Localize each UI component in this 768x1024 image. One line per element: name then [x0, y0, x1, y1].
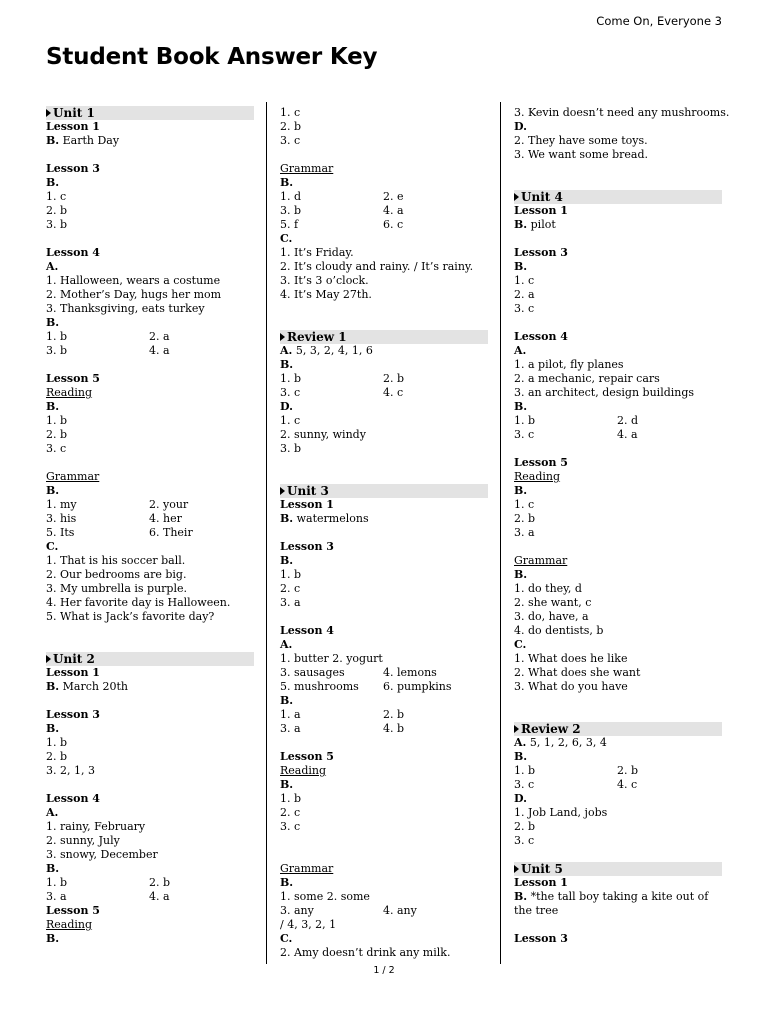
answer-column-2	[280, 106, 488, 960]
answer-line: 1. a pilot, fly planes	[514, 358, 624, 371]
bold-label: B.	[280, 778, 294, 791]
answer-cell: 4. b	[383, 722, 405, 735]
answer-line: 2. b	[280, 120, 302, 133]
bold-label: B.	[46, 484, 60, 497]
answer-line: 2. she want, c	[514, 596, 592, 609]
spacer	[46, 148, 254, 162]
answer-cell: 1. d	[280, 190, 302, 203]
answer-pair-row	[280, 722, 488, 736]
answer-pair-row	[46, 498, 254, 512]
bold-label: C.	[280, 932, 293, 945]
bold-label: B.	[280, 876, 294, 889]
answer-label: A.	[514, 736, 527, 749]
spacer	[280, 148, 488, 162]
answer-line: 2. Mother’s Day, hugs her mom	[46, 288, 222, 301]
answer-pair-row	[280, 680, 488, 694]
answer-cell: 2. b	[149, 876, 171, 889]
labeled-answer-line	[514, 890, 722, 918]
bold-label: B.	[46, 176, 60, 189]
triangle-bullet-icon	[46, 655, 51, 663]
answer-cell: 2. e	[383, 190, 404, 203]
bold-label: B.	[280, 358, 294, 371]
answer-cell: 4. a	[383, 204, 404, 217]
bold-label: B.	[46, 722, 60, 735]
answer-cell: 1. a	[280, 708, 301, 721]
spacer	[280, 610, 488, 624]
bold-label: B.	[280, 176, 294, 189]
answer-cell: 3. c	[514, 778, 535, 791]
answer-cell: 3. any	[280, 904, 314, 917]
spacer	[280, 470, 488, 484]
answer-line: 1. b	[280, 792, 302, 805]
answer-line: 3. snowy, December	[46, 848, 158, 861]
answer-cell: 6. c	[383, 218, 404, 231]
answer-line: 3. an architect, design buildings	[514, 386, 695, 399]
underlined-subheading: Grammar	[280, 162, 334, 175]
spacer	[514, 162, 722, 176]
answer-line: 3. 2, 1, 3	[46, 764, 95, 777]
answer-line: 1. do they, d	[514, 582, 582, 595]
answer-line: 2. a mechanic, repair cars	[514, 372, 660, 385]
answer-column-3	[514, 106, 730, 946]
spacer	[46, 358, 254, 372]
answer-cell: 3. his	[46, 512, 77, 525]
underlined-subheading: Reading	[46, 386, 93, 399]
answer-pair-row	[280, 372, 488, 386]
answer-cell: 3. a	[46, 890, 67, 903]
spacer	[280, 456, 488, 470]
triangle-bullet-icon	[514, 725, 519, 733]
section-heading-bar	[514, 190, 722, 204]
spacer	[46, 456, 254, 470]
answer-cell: 1. my	[46, 498, 77, 511]
spacer	[280, 302, 488, 316]
bold-label: Lesson 1	[280, 498, 334, 511]
answer-cell: 3. a	[280, 722, 301, 735]
answer-line: 2. b	[46, 428, 68, 441]
bold-label: D.	[280, 400, 293, 413]
column-divider	[266, 102, 267, 964]
bold-label: Lesson 5	[280, 750, 334, 763]
bold-label: Lesson 3	[514, 246, 568, 259]
section-heading-bar	[280, 330, 488, 344]
spacer	[280, 848, 488, 862]
bold-label: Lesson 3	[280, 540, 334, 553]
answer-cell: 2. b	[383, 372, 405, 385]
answer-label: B.	[46, 134, 60, 147]
answer-text: 5, 1, 2, 6, 3, 4	[526, 736, 607, 749]
answer-pair-row	[46, 512, 254, 526]
answer-cell: 2. your	[149, 498, 189, 511]
answer-line: 3. a	[514, 526, 535, 539]
answer-label: B.	[514, 218, 528, 231]
bold-label: Lesson 4	[514, 330, 568, 343]
page-indicator: 1 / 2	[373, 965, 395, 976]
bold-label: Lesson 1	[46, 666, 100, 679]
labeled-answer-line	[514, 736, 722, 750]
answer-line: 2. b	[514, 820, 536, 833]
answer-cell: 6. Their	[149, 526, 193, 539]
answer-line: 1. Halloween, wears a costume	[46, 274, 221, 287]
bold-label: C.	[514, 638, 527, 651]
answer-text: watermelons	[293, 512, 369, 525]
spacer	[280, 736, 488, 750]
bold-label: Lesson 4	[46, 246, 100, 259]
answer-cell: 3. c	[280, 386, 301, 399]
answer-line: 3. Kevin doesn’t need any mushrooms.	[514, 106, 730, 119]
answer-line: 2. b	[514, 512, 536, 525]
section-heading-label: Unit 3	[287, 484, 329, 498]
answer-cell: 4. lemons	[383, 666, 437, 679]
section-heading-label: Review 1	[287, 330, 347, 344]
answer-cell: 1. b	[514, 414, 536, 427]
answer-cell: 3. b	[46, 344, 68, 357]
bold-label: Lesson 5	[46, 372, 100, 385]
bold-label: B.	[46, 932, 60, 945]
section-heading-bar	[514, 862, 722, 876]
page-title: Student Book Answer Key	[46, 44, 378, 70]
answer-line: 3. a	[280, 596, 301, 609]
bold-label: B.	[514, 750, 528, 763]
bold-label: Lesson 3	[46, 708, 100, 721]
spacer	[514, 694, 722, 708]
section-heading-bar	[514, 722, 722, 736]
answer-line: 1. It’s Friday.	[280, 246, 354, 259]
bold-label: Lesson 5	[514, 456, 568, 469]
bold-label: C.	[46, 540, 59, 553]
section-heading-label: Review 2	[521, 722, 581, 736]
answer-cell: 2. d	[617, 414, 639, 427]
answer-pair-row	[46, 890, 254, 904]
answer-line: 2. They have some toys.	[514, 134, 648, 147]
column-divider	[500, 102, 501, 964]
answer-cell: 4. a	[149, 344, 170, 357]
bold-label: Lesson 1	[514, 876, 568, 889]
triangle-bullet-icon	[280, 333, 285, 341]
answer-pair-row	[46, 330, 254, 344]
answer-cell: 2. a	[149, 330, 170, 343]
bold-label: B.	[514, 400, 528, 413]
answer-line: 2. a	[514, 288, 535, 301]
answer-pair-row	[280, 666, 488, 680]
answer-line: 4. It’s May 27th.	[280, 288, 372, 301]
answer-line: 3. Thanksgiving, eats turkey	[46, 302, 205, 315]
answer-text: 5, 3, 2, 4, 1, 6	[292, 344, 373, 357]
answer-line: 1. That is his soccer ball.	[46, 554, 186, 567]
labeled-answer-line	[46, 134, 254, 148]
answer-line: 2. b	[46, 204, 68, 217]
answer-cell: 4. any	[383, 904, 417, 917]
answer-cell: 3. c	[514, 428, 535, 441]
answer-label: B.	[46, 680, 60, 693]
spacer	[514, 442, 722, 456]
answer-pair-row	[280, 904, 488, 918]
answer-line: 1. rainy, February	[46, 820, 146, 833]
book-name: Come On, Everyone 3	[596, 14, 722, 28]
bold-label: D.	[514, 120, 527, 133]
underlined-subheading: Grammar	[514, 554, 568, 567]
answer-line: 1. butter 2. yogurt	[280, 652, 383, 665]
answer-pair-row	[280, 386, 488, 400]
triangle-bullet-icon	[46, 109, 51, 117]
triangle-bullet-icon	[514, 193, 519, 201]
underlined-subheading: Reading	[280, 764, 327, 777]
answer-line: 3. c	[514, 834, 535, 847]
answer-line: 3. c	[514, 302, 535, 315]
answer-pair-row	[46, 876, 254, 890]
answer-line: 2. sunny, July	[46, 834, 120, 847]
answer-pair-row	[280, 190, 488, 204]
answer-cell: 4. c	[617, 778, 638, 791]
triangle-bullet-icon	[514, 865, 519, 873]
spacer	[46, 624, 254, 638]
spacer	[514, 918, 722, 932]
answer-line: 3. We want some bread.	[514, 148, 648, 161]
answer-line: 2. Our bedrooms are big.	[46, 568, 187, 581]
bold-label: Lesson 1	[514, 204, 568, 217]
spacer	[514, 176, 722, 190]
underlined-subheading: Grammar	[280, 862, 334, 875]
answer-column-1	[46, 106, 254, 946]
answer-line: 3. c	[280, 820, 301, 833]
answer-cell: 2. b	[617, 764, 639, 777]
answer-line: 3. b	[46, 218, 68, 231]
bold-label: B.	[514, 484, 528, 497]
section-heading-bar	[46, 106, 254, 120]
answer-pair-row	[46, 344, 254, 358]
answer-cell: 4. a	[149, 890, 170, 903]
answer-pair-row	[514, 428, 722, 442]
answer-line: 3. c	[46, 442, 67, 455]
answer-cell: 5. mushrooms	[280, 680, 359, 693]
spacer	[514, 540, 722, 554]
answer-line: 2. c	[280, 806, 301, 819]
answer-cell: 3. b	[280, 204, 302, 217]
section-heading-label: Unit 4	[521, 190, 563, 204]
underlined-subheading: Reading	[514, 470, 561, 483]
spacer	[514, 316, 722, 330]
bold-label: B.	[46, 862, 60, 875]
bold-label: Lesson 4	[280, 624, 334, 637]
answer-cell: 1. b	[46, 876, 68, 889]
labeled-answer-line	[514, 218, 722, 232]
bold-label: Lesson 3	[514, 932, 568, 945]
answer-cell: 2. b	[383, 708, 405, 721]
bold-label: B.	[46, 400, 60, 413]
answer-line: 5. What is Jack’s favorite day?	[46, 610, 215, 623]
answer-line: 1. c	[514, 274, 535, 287]
answer-line: 2. c	[280, 582, 301, 595]
spacer	[280, 316, 488, 330]
labeled-answer-line	[280, 512, 488, 526]
answer-line: 2. Amy doesn’t drink any milk.	[280, 946, 451, 959]
answer-pair-row	[280, 218, 488, 232]
bold-label: B.	[514, 568, 528, 581]
answer-line: 2. What does she want	[514, 666, 641, 679]
answer-line: 1. b	[280, 568, 302, 581]
answer-pair-row	[514, 778, 722, 792]
answer-cell: 4. a	[617, 428, 638, 441]
spacer	[46, 638, 254, 652]
section-heading-bar	[280, 484, 488, 498]
spacer	[514, 848, 722, 862]
answer-cell: 6. pumpkins	[383, 680, 452, 693]
answer-line: 3. do, have, a	[514, 610, 589, 623]
section-heading-label: Unit 2	[53, 652, 95, 666]
answer-line: 2. b	[46, 750, 68, 763]
bold-label: B.	[514, 260, 528, 273]
bold-label: Lesson 4	[46, 792, 100, 805]
spacer	[514, 708, 722, 722]
answer-line: 1. What does he like	[514, 652, 628, 665]
answer-line: 3. b	[280, 442, 302, 455]
answer-pair-row	[280, 204, 488, 218]
answer-cell: 5. f	[280, 218, 299, 231]
answer-line: 1. c	[46, 190, 67, 203]
answer-cell: 4. her	[149, 512, 182, 525]
labeled-answer-line	[280, 344, 488, 358]
underlined-subheading: Reading	[46, 918, 93, 931]
answer-line: / 4, 3, 2, 1	[280, 918, 337, 931]
bold-label: D.	[514, 792, 527, 805]
answer-pair-row	[514, 414, 722, 428]
answer-line: 2. sunny, windy	[280, 428, 366, 441]
underlined-subheading: Grammar	[46, 470, 100, 483]
answer-line: 1. Job Land, jobs	[514, 806, 608, 819]
answer-line: 2. It’s cloudy and rainy. / It’s rainy.	[280, 260, 474, 273]
answer-line: 4. Her favorite day is Halloween.	[46, 596, 231, 609]
answer-line: 3. It’s 3 o’clock.	[280, 274, 369, 287]
answer-line: 1. c	[280, 414, 301, 427]
answer-label: B.	[514, 890, 528, 903]
spacer	[46, 232, 254, 246]
triangle-bullet-icon	[280, 487, 285, 495]
answer-line: 1. b	[46, 414, 68, 427]
bold-label: B.	[280, 554, 294, 567]
answer-label: B.	[280, 512, 294, 525]
bold-label: A.	[46, 806, 59, 819]
answer-cell: 1. b	[514, 764, 536, 777]
answer-pair-row	[514, 764, 722, 778]
answer-cell: 1. b	[46, 330, 68, 343]
bold-label: A.	[46, 260, 59, 273]
answer-line: 3. c	[280, 134, 301, 147]
answer-pair-row	[46, 526, 254, 540]
bold-label: A.	[514, 344, 527, 357]
bold-label: C.	[280, 232, 293, 245]
answer-text: *the tall boy taking a kite out of the tree	[514, 890, 709, 917]
answer-text: pilot	[527, 218, 556, 231]
answer-pair-row	[280, 708, 488, 722]
answer-label: A.	[280, 344, 293, 357]
bold-label: B.	[280, 694, 294, 707]
bold-label: Lesson 1	[46, 120, 100, 133]
answer-line: 3. My umbrella is purple.	[46, 582, 187, 595]
answer-cell: 1. b	[280, 372, 302, 385]
bold-label: A.	[280, 638, 293, 651]
section-heading-label: Unit 1	[53, 106, 95, 120]
spacer	[280, 834, 488, 848]
labeled-answer-line	[46, 680, 254, 694]
spacer	[46, 778, 254, 792]
answer-line: 1. b	[46, 736, 68, 749]
answer-line: 1. c	[280, 106, 301, 119]
bold-label: B.	[46, 316, 60, 329]
answer-cell: 4. c	[383, 386, 404, 399]
answer-line: 1. some 2. some	[280, 890, 370, 903]
answer-cell: 3. sausages	[280, 666, 345, 679]
bold-label: Lesson 3	[46, 162, 100, 175]
spacer	[280, 526, 488, 540]
answer-text: Earth Day	[59, 134, 120, 147]
answer-text: March 20th	[59, 680, 128, 693]
answer-line: 1. c	[514, 498, 535, 511]
bold-label: Lesson 5	[46, 904, 100, 917]
section-heading-bar	[46, 652, 254, 666]
answer-cell: 5. Its	[46, 526, 75, 539]
answer-line: 4. do dentists, b	[514, 624, 604, 637]
section-heading-label: Unit 5	[521, 862, 563, 876]
spacer	[46, 694, 254, 708]
answer-line: 3. What do you have	[514, 680, 628, 693]
spacer	[514, 232, 722, 246]
